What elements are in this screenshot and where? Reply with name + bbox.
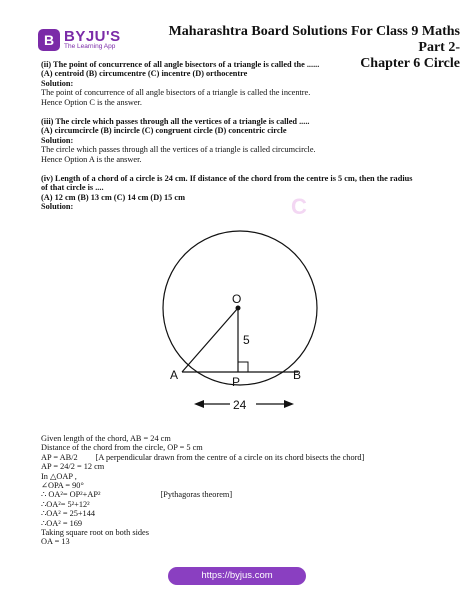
label-24: 24 — [233, 398, 247, 412]
q2-solution-line2: Hence Option C is the answer. — [41, 97, 142, 107]
step-3-main: AP = AB/2 — [41, 452, 78, 462]
q2-solution-label: Solution: — [41, 78, 74, 88]
label-a: A — [170, 368, 179, 382]
q4-question-line2: of that circle is .... — [41, 183, 104, 193]
step-5: In △OAP , — [41, 471, 77, 481]
q2-solution-line1: The point of concurrence of all angle bisectors of a triangle is called the incentre. — [41, 88, 311, 98]
arrow-left-icon — [194, 400, 204, 408]
step-1: Given length of the chord, AB = 24 cm — [41, 434, 171, 443]
step-6: ∠OPA = 90° — [41, 481, 84, 491]
page-title-line2: Chapter 6 Circle — [360, 56, 460, 71]
circle-figure — [160, 222, 330, 422]
step-7-main: ∴ OA²= OP²+AP² — [41, 490, 101, 500]
q3-solution-line2: Hence Option A is the answer. — [41, 154, 142, 164]
q3-question: (iii) The circle which passes through all the vertices of a triangle is called ..... — [41, 117, 310, 127]
step-3-note: [A perpendicular drawn from the centre of a circle on its chord bisects the chord] — [95, 452, 365, 462]
step-7-note: [Pythagoras theorem] — [160, 490, 233, 500]
q2-options: (A) centroid (B) circumcentre (C) incentre (D) orthocentre — [41, 69, 248, 79]
radius-oa — [182, 308, 238, 372]
center-dot — [236, 306, 241, 311]
step-12: OA = 13 — [41, 537, 70, 547]
footer-url-link[interactable]: https://byjus.com — [168, 567, 306, 585]
step-9: ∴OA² = 25+144 — [41, 509, 95, 519]
step-4: AP = 24/2 = 12 cm — [41, 462, 105, 472]
right-angle-mark — [238, 362, 248, 372]
step-11: Taking square root on both sides — [41, 528, 149, 538]
solution-content — [41, 60, 441, 212]
q4-solution-label: Solution: — [41, 202, 74, 212]
label-p: P — [232, 375, 241, 389]
q2-question: (ii) The point of concurrence of all angle bisectors of a triangle is called the ...... — [41, 60, 320, 69]
q4-options: (A) 12 cm (B) 13 cm (C) 14 cm (D) 15 cm — [41, 192, 185, 202]
step-10: ∴OA² = 169 — [41, 518, 83, 528]
q4-question-line1: (iv) Length of a chord of a circle is 24 cm. If distance of the chord from the centre is 5 cm, then the radius — [41, 174, 413, 184]
logo-text — [64, 29, 121, 51]
step-3 — [41, 453, 441, 462]
step-8: ∴OA²= 5²+12² — [41, 499, 90, 509]
logo-name: BYJU'S — [64, 28, 121, 46]
q3-solution-label: Solution: — [41, 135, 74, 145]
logo-mark: B — [38, 29, 60, 51]
step-7 — [41, 490, 441, 499]
label-b: B — [293, 368, 302, 382]
label-5: 5 — [243, 333, 250, 347]
page-title-line1: Maharashtra Board Solutions For Class 9 Maths Part 2- — [168, 24, 460, 55]
q3-solution-line1: The circle which passes through all the vertices of a triangle is called circumcircle. — [41, 145, 316, 155]
logo-tagline: The Learning App — [64, 43, 116, 51]
byjus-logo — [38, 26, 126, 54]
label-o: O — [232, 292, 242, 306]
solution-steps — [41, 434, 441, 547]
q3-options: (A) circumcircle (B) incircle (C) congruent circle (D) concentric circle — [41, 126, 287, 136]
watermark-icon: C — [291, 194, 307, 219]
arrow-right-icon — [284, 400, 294, 408]
step-2: Distance of the chord from the circle, OP = 5 cm — [41, 443, 203, 453]
